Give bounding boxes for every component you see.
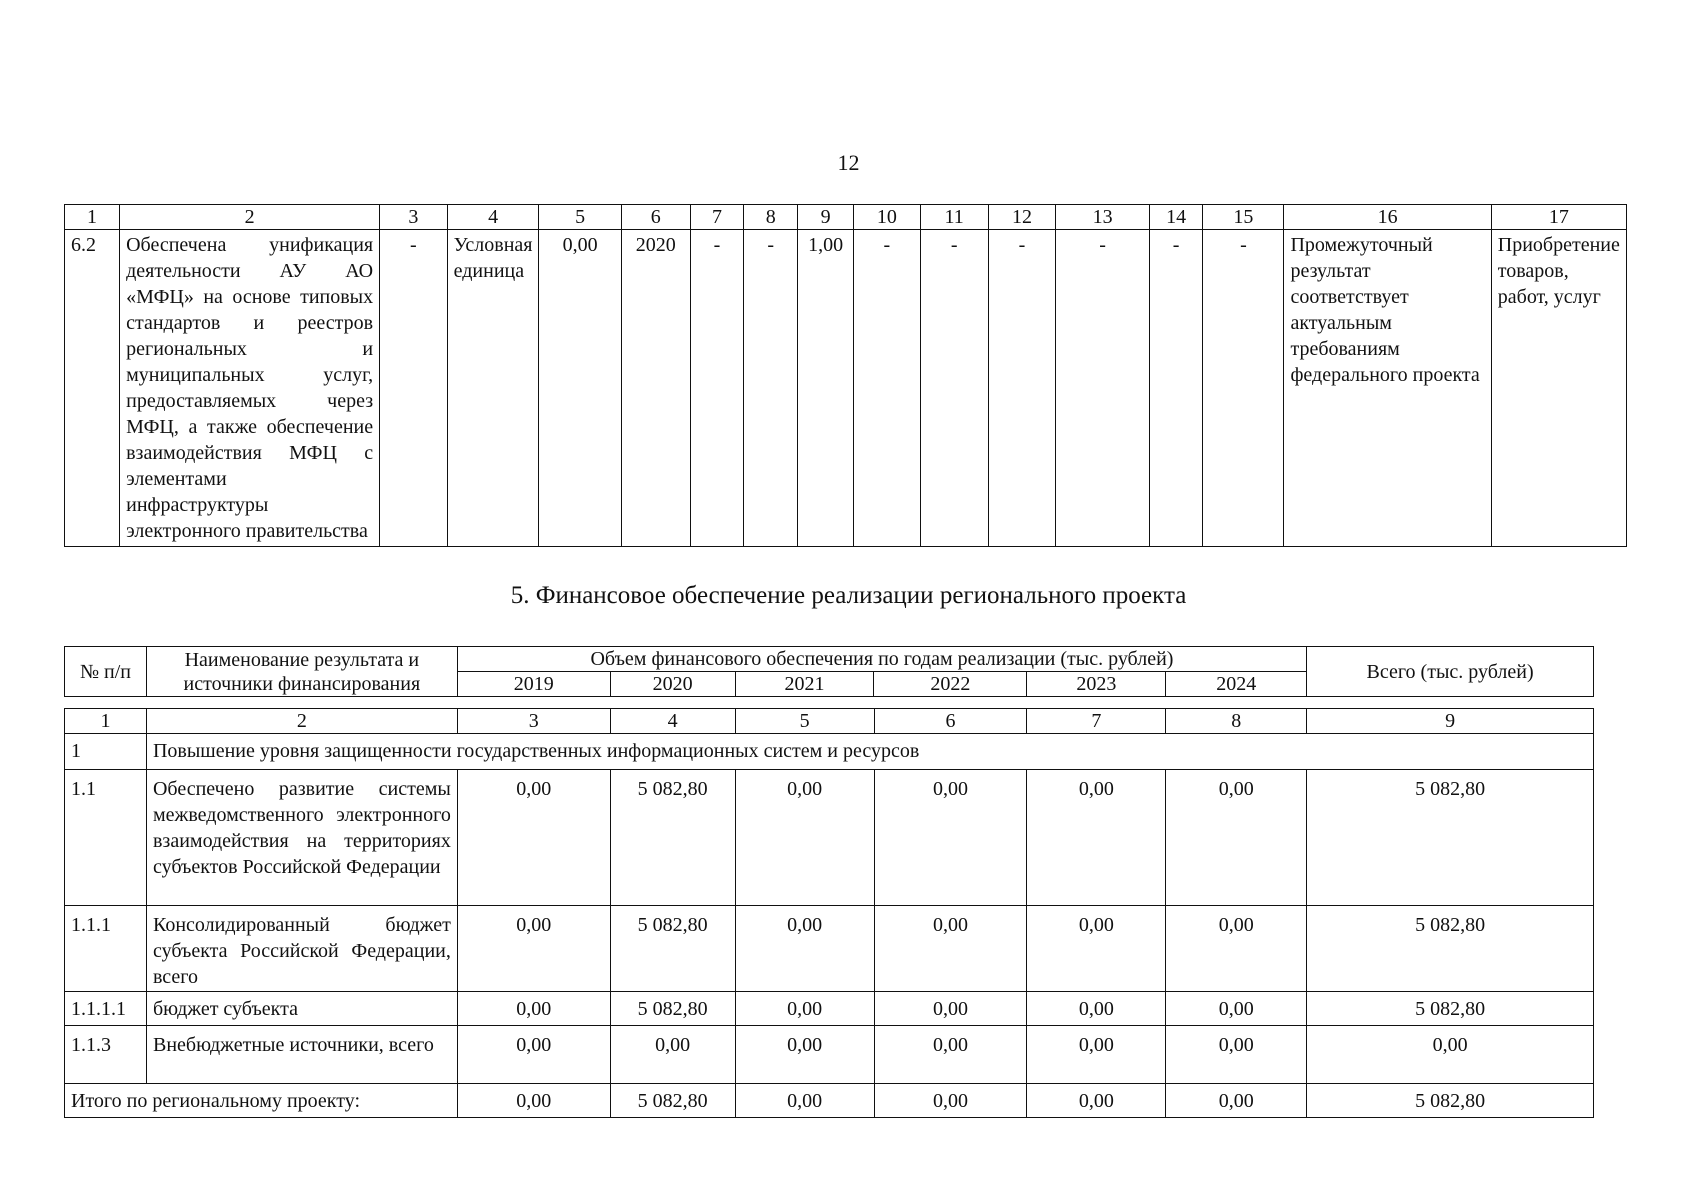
value-cell: 0,00 [735,906,874,992]
value-cell: 0,00 [1027,906,1166,992]
header-cell: 6 [621,205,690,230]
value-cell: 0,00 [1166,1026,1307,1084]
total-cell: 0,00 [1307,1026,1594,1084]
header-cell: 1 [65,205,120,230]
results-table [64,204,1627,547]
value-cell: 5 082,80 [610,992,735,1026]
index-cell: 9 [1307,709,1594,734]
index-cell: 3 [457,709,610,734]
index-cell: 1 [65,709,147,734]
section-text: Повышение уровня защищенности государственных информационных систем и ресурсов [146,734,1593,770]
base-year: 2020 [621,230,690,547]
value-cell: 5 082,80 [610,770,735,906]
header-volume: Объем финансового обеспечения по годам реализации (тыс. рублей) [457,647,1306,672]
index-cell: 2 [146,709,457,734]
header-year: 2022 [874,672,1027,697]
total-cell: 5 082,80 [1307,770,1594,906]
value-cell: 0,00 [735,1084,874,1118]
row-name: Консолидированный бюджет субъекта Российской Федерации, всего [146,906,457,992]
header-cell: 13 [1056,205,1149,230]
base-value: 0,00 [539,230,621,547]
cell: - [1203,230,1284,547]
row-num: 1.1.1.1 [65,992,147,1026]
value-cell: 0,00 [735,770,874,906]
value-cell: 0,00 [1166,770,1307,906]
header-cell: 5 [539,205,621,230]
header-year: 2024 [1166,672,1307,697]
value-cell: 0,00 [735,1026,874,1084]
value-cell: 0,00 [735,992,874,1026]
cell: - [1056,230,1149,547]
unit: Условная единица [447,230,539,547]
header-num: № п/п [65,647,147,697]
header-year: 2019 [457,672,610,697]
header-cell: 3 [380,205,448,230]
value-cell: 0,00 [1027,992,1166,1026]
cell: 1,00 [798,230,854,547]
header-cell: 7 [690,205,743,230]
total-row [65,1084,1594,1118]
section-row [65,734,1594,770]
finance-table-header [64,646,1594,697]
header-year: 2020 [610,672,735,697]
cell: - [380,230,448,547]
finance-row [65,1026,1594,1084]
header-cell: 4 [447,205,539,230]
row-num: 1.1 [65,770,147,906]
results-table-row [65,230,1627,547]
value-cell: 5 082,80 [610,906,735,992]
cell: - [744,230,798,547]
value-cell: 0,00 [610,1026,735,1084]
index-cell: 8 [1166,709,1307,734]
header-cell: 14 [1149,205,1203,230]
header-cell: 12 [988,205,1056,230]
header-year: 2023 [1027,672,1166,697]
section-title: 5. Финансовое обеспечение реализации регионального проекта [510,582,1187,609]
value-cell: 0,00 [1027,770,1166,906]
value-cell: 5 082,80 [610,1084,735,1118]
row-num: 1.1.3 [65,1026,147,1084]
index-cell: 5 [735,709,874,734]
header-cell: 2 [120,205,380,230]
row-name: Внебюджетные источники, всего [146,1026,457,1084]
result-description: Промежуточный результат соответствует актуальным требованиям федерального проекта [1284,230,1491,547]
header-cell: 8 [744,205,798,230]
finance-row [65,906,1594,992]
index-cell: 7 [1027,709,1166,734]
header-year: 2021 [735,672,874,697]
header-total: Всего (тыс. рублей) [1307,647,1594,697]
row-number: 6.2 [65,230,120,547]
header-cell: 9 [798,205,854,230]
value-cell: 0,00 [874,992,1027,1026]
value-cell: 0,00 [457,1026,610,1084]
grand-total-cell: 5 082,80 [1307,1084,1594,1118]
value-cell: 0,00 [1027,1026,1166,1084]
header-name: Наименование результата и источники финансирования [146,647,457,697]
index-cell: 6 [874,709,1027,734]
row-num: 1.1.1 [65,906,147,992]
header-cell: 16 [1284,205,1491,230]
value-cell: 0,00 [1166,992,1307,1026]
section-num: 1 [65,734,147,770]
cell: - [690,230,743,547]
result-name: Обеспечена унификация деятельности АУ АО «МФЦ» на основе типовых стандартов и реестров региональных и муниципальных услуг, предоставляемых через МФЦ, а также обеспечение взаимодействия МФЦ с элементами инфраструктуры электронного правительства [120,230,380,547]
row-name: Обеспечено развитие системы межведомственного электронного взаимодействия на территориях субъектов Российской Федерации [146,770,457,906]
row-name: бюджет субъекта [146,992,457,1026]
cell: - [853,230,920,547]
cell: - [1149,230,1203,547]
cell: - [920,230,988,547]
header-cell: 17 [1491,205,1626,230]
total-cell: 5 082,80 [1307,992,1594,1026]
value-cell: 0,00 [457,770,610,906]
value-cell: 0,00 [874,906,1027,992]
value-cell: 0,00 [457,906,610,992]
header-cell: 11 [920,205,988,230]
index-row [65,709,1594,734]
finance-row [65,770,1594,906]
finance-row [65,992,1594,1026]
index-cell: 4 [610,709,735,734]
value-cell: 0,00 [1027,1084,1166,1118]
total-cell: 5 082,80 [1307,906,1594,992]
header-cell: 10 [853,205,920,230]
finance-table [64,708,1594,1118]
results-table-header-row [65,205,1627,230]
cell: - [988,230,1056,547]
value-cell: 0,00 [874,1026,1027,1084]
total-label: Итого по региональному проекту: [65,1084,458,1118]
page-number: 12 [837,150,860,175]
value-cell: 0,00 [457,992,610,1026]
value-cell: 0,00 [874,1084,1027,1118]
result-type: Приобретение товаров, работ, услуг [1491,230,1626,547]
value-cell: 0,00 [457,1084,610,1118]
header-cell: 15 [1203,205,1284,230]
value-cell: 0,00 [874,770,1027,906]
value-cell: 0,00 [1166,1084,1307,1118]
value-cell: 0,00 [1166,906,1307,992]
